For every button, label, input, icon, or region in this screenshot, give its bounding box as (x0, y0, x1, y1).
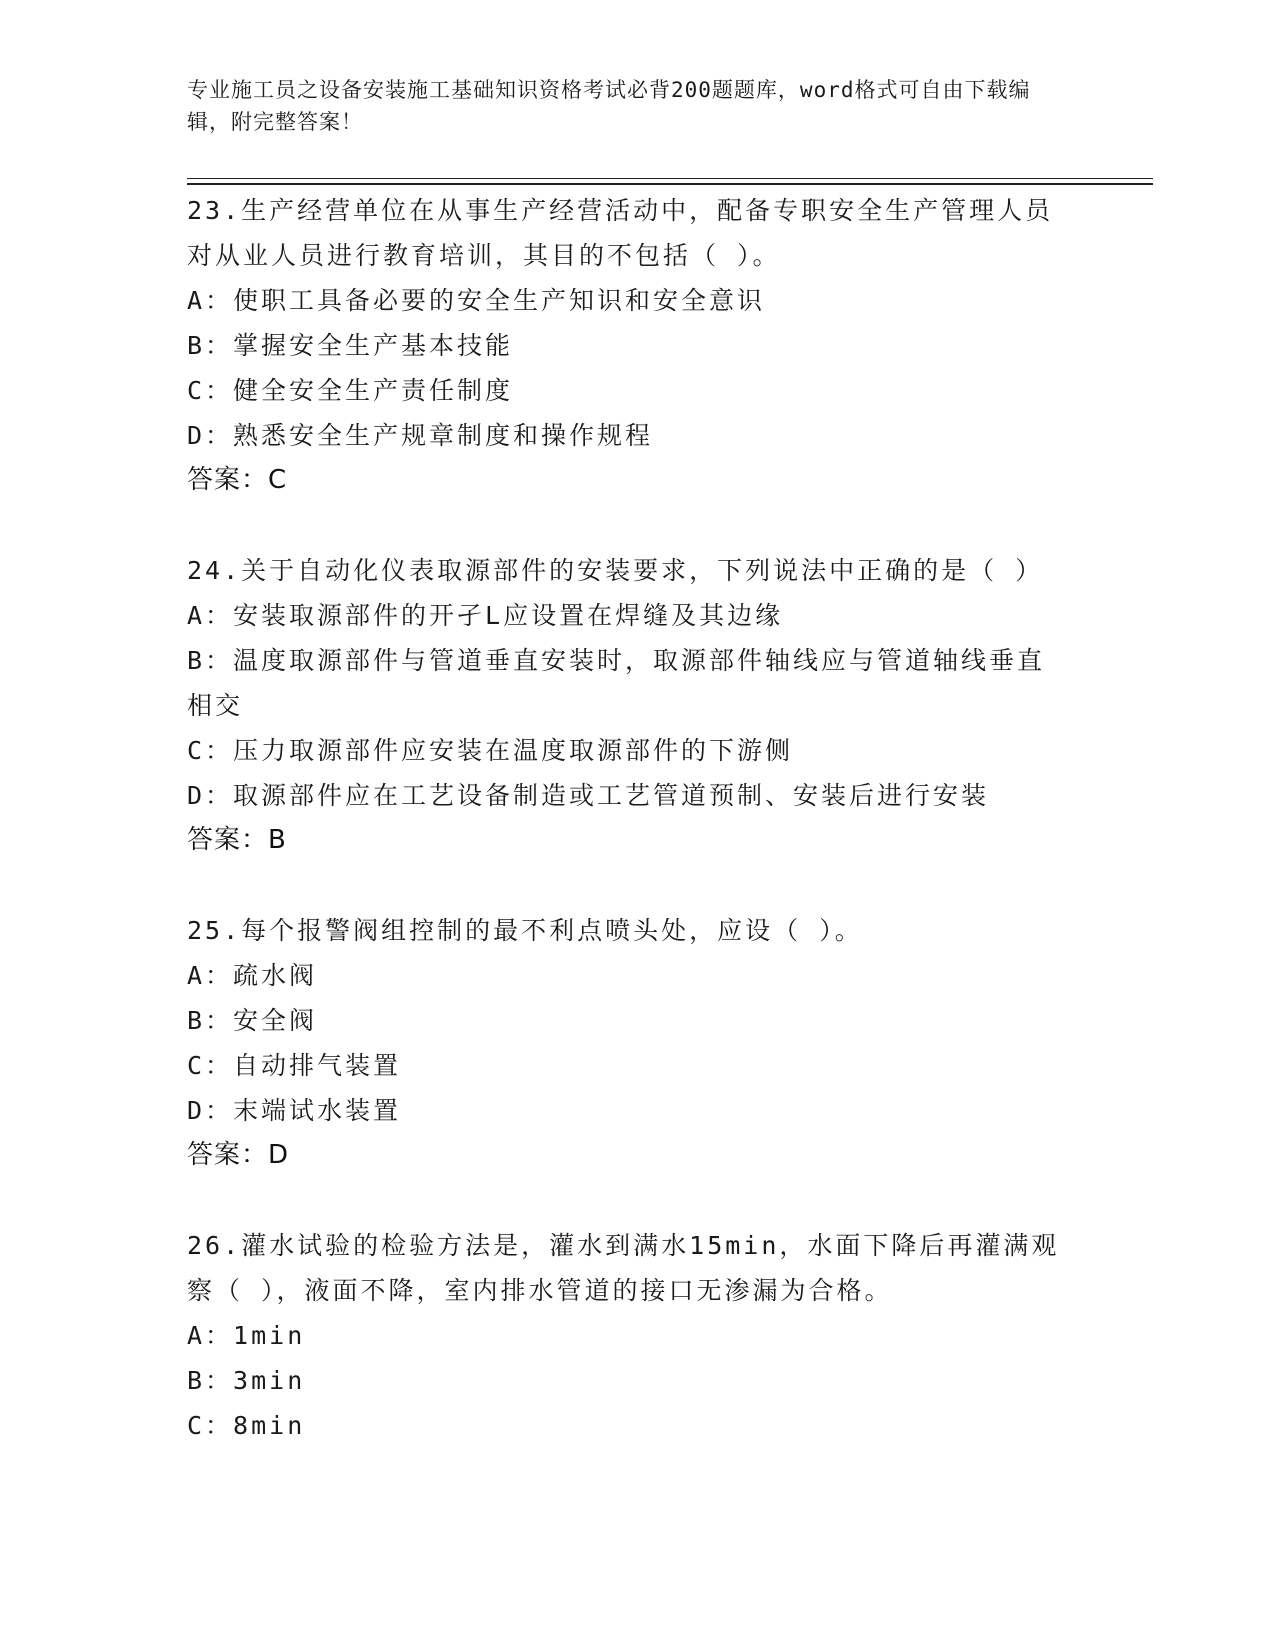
answer-text: 答案：D (187, 1140, 290, 1170)
option-a: A：疏水阀 (187, 961, 318, 990)
option-d: D：取源部件应在工艺设备制造或工艺管道预制、安装后进行安装 (187, 781, 990, 810)
option-b: B：掌握安全生产基本技能 (187, 331, 514, 360)
question-stem: 24.关于自动化仪表取源部件的安装要求，下列说法中正确的是（ ） (187, 556, 1044, 585)
option-d: D：末端试水装置 (187, 1096, 402, 1125)
option-c: C：自动排气装置 (187, 1051, 402, 1080)
header-rule-thick (187, 183, 1153, 185)
document-header: 专业施工员之设备安装施工基础知识资格考试必背200题题库，word格式可自由下载编辑，附完整答案！ (187, 78, 1031, 134)
question-24 (187, 548, 1067, 863)
option-c: C：健全安全生产责任制度 (187, 376, 514, 405)
answer-text: 答案：B (187, 825, 287, 855)
question-stem: 26.灌水试验的检验方法是，灌水到满水15min，水面下降后再灌满观察（ ），液面不降，室内排水管道的接口无渗漏为合格。 (187, 1231, 1060, 1305)
question-stem: 23.生产经营单位在从事生产经营活动中，配备专职安全生产管理人员对从业人员进行教育培训，其目的不包括（ ）。 (187, 196, 1054, 270)
option-b: B：安全阀 (187, 1006, 318, 1035)
question-25 (187, 908, 1067, 1178)
question-list (187, 188, 1067, 1493)
answer-text: 答案：C (187, 465, 288, 495)
header-rule-thin (187, 178, 1153, 179)
question-26 (187, 1223, 1067, 1448)
question-23 (187, 188, 1067, 503)
option-a: A：安装取源部件的开孑L应设置在焊缝及其边缘 (187, 601, 784, 630)
option-c: C：8min (187, 1411, 306, 1440)
option-b: B：3min (187, 1366, 306, 1395)
option-a: A：1min (187, 1321, 306, 1350)
option-c: C：压力取源部件应安装在温度取源部件的下游侧 (187, 736, 794, 765)
option-d: D：熟悉安全生产规章制度和操作规程 (187, 421, 654, 450)
question-stem: 25.每个报警阀组控制的最不利点喷头处，应设（ ）。 (187, 916, 863, 945)
option-a: A：使职工具备必要的安全生产知识和安全意识 (187, 286, 766, 315)
option-b: B：温度取源部件与管道垂直安装时，取源部件轴线应与管道轴线垂直相交 (187, 646, 1046, 720)
